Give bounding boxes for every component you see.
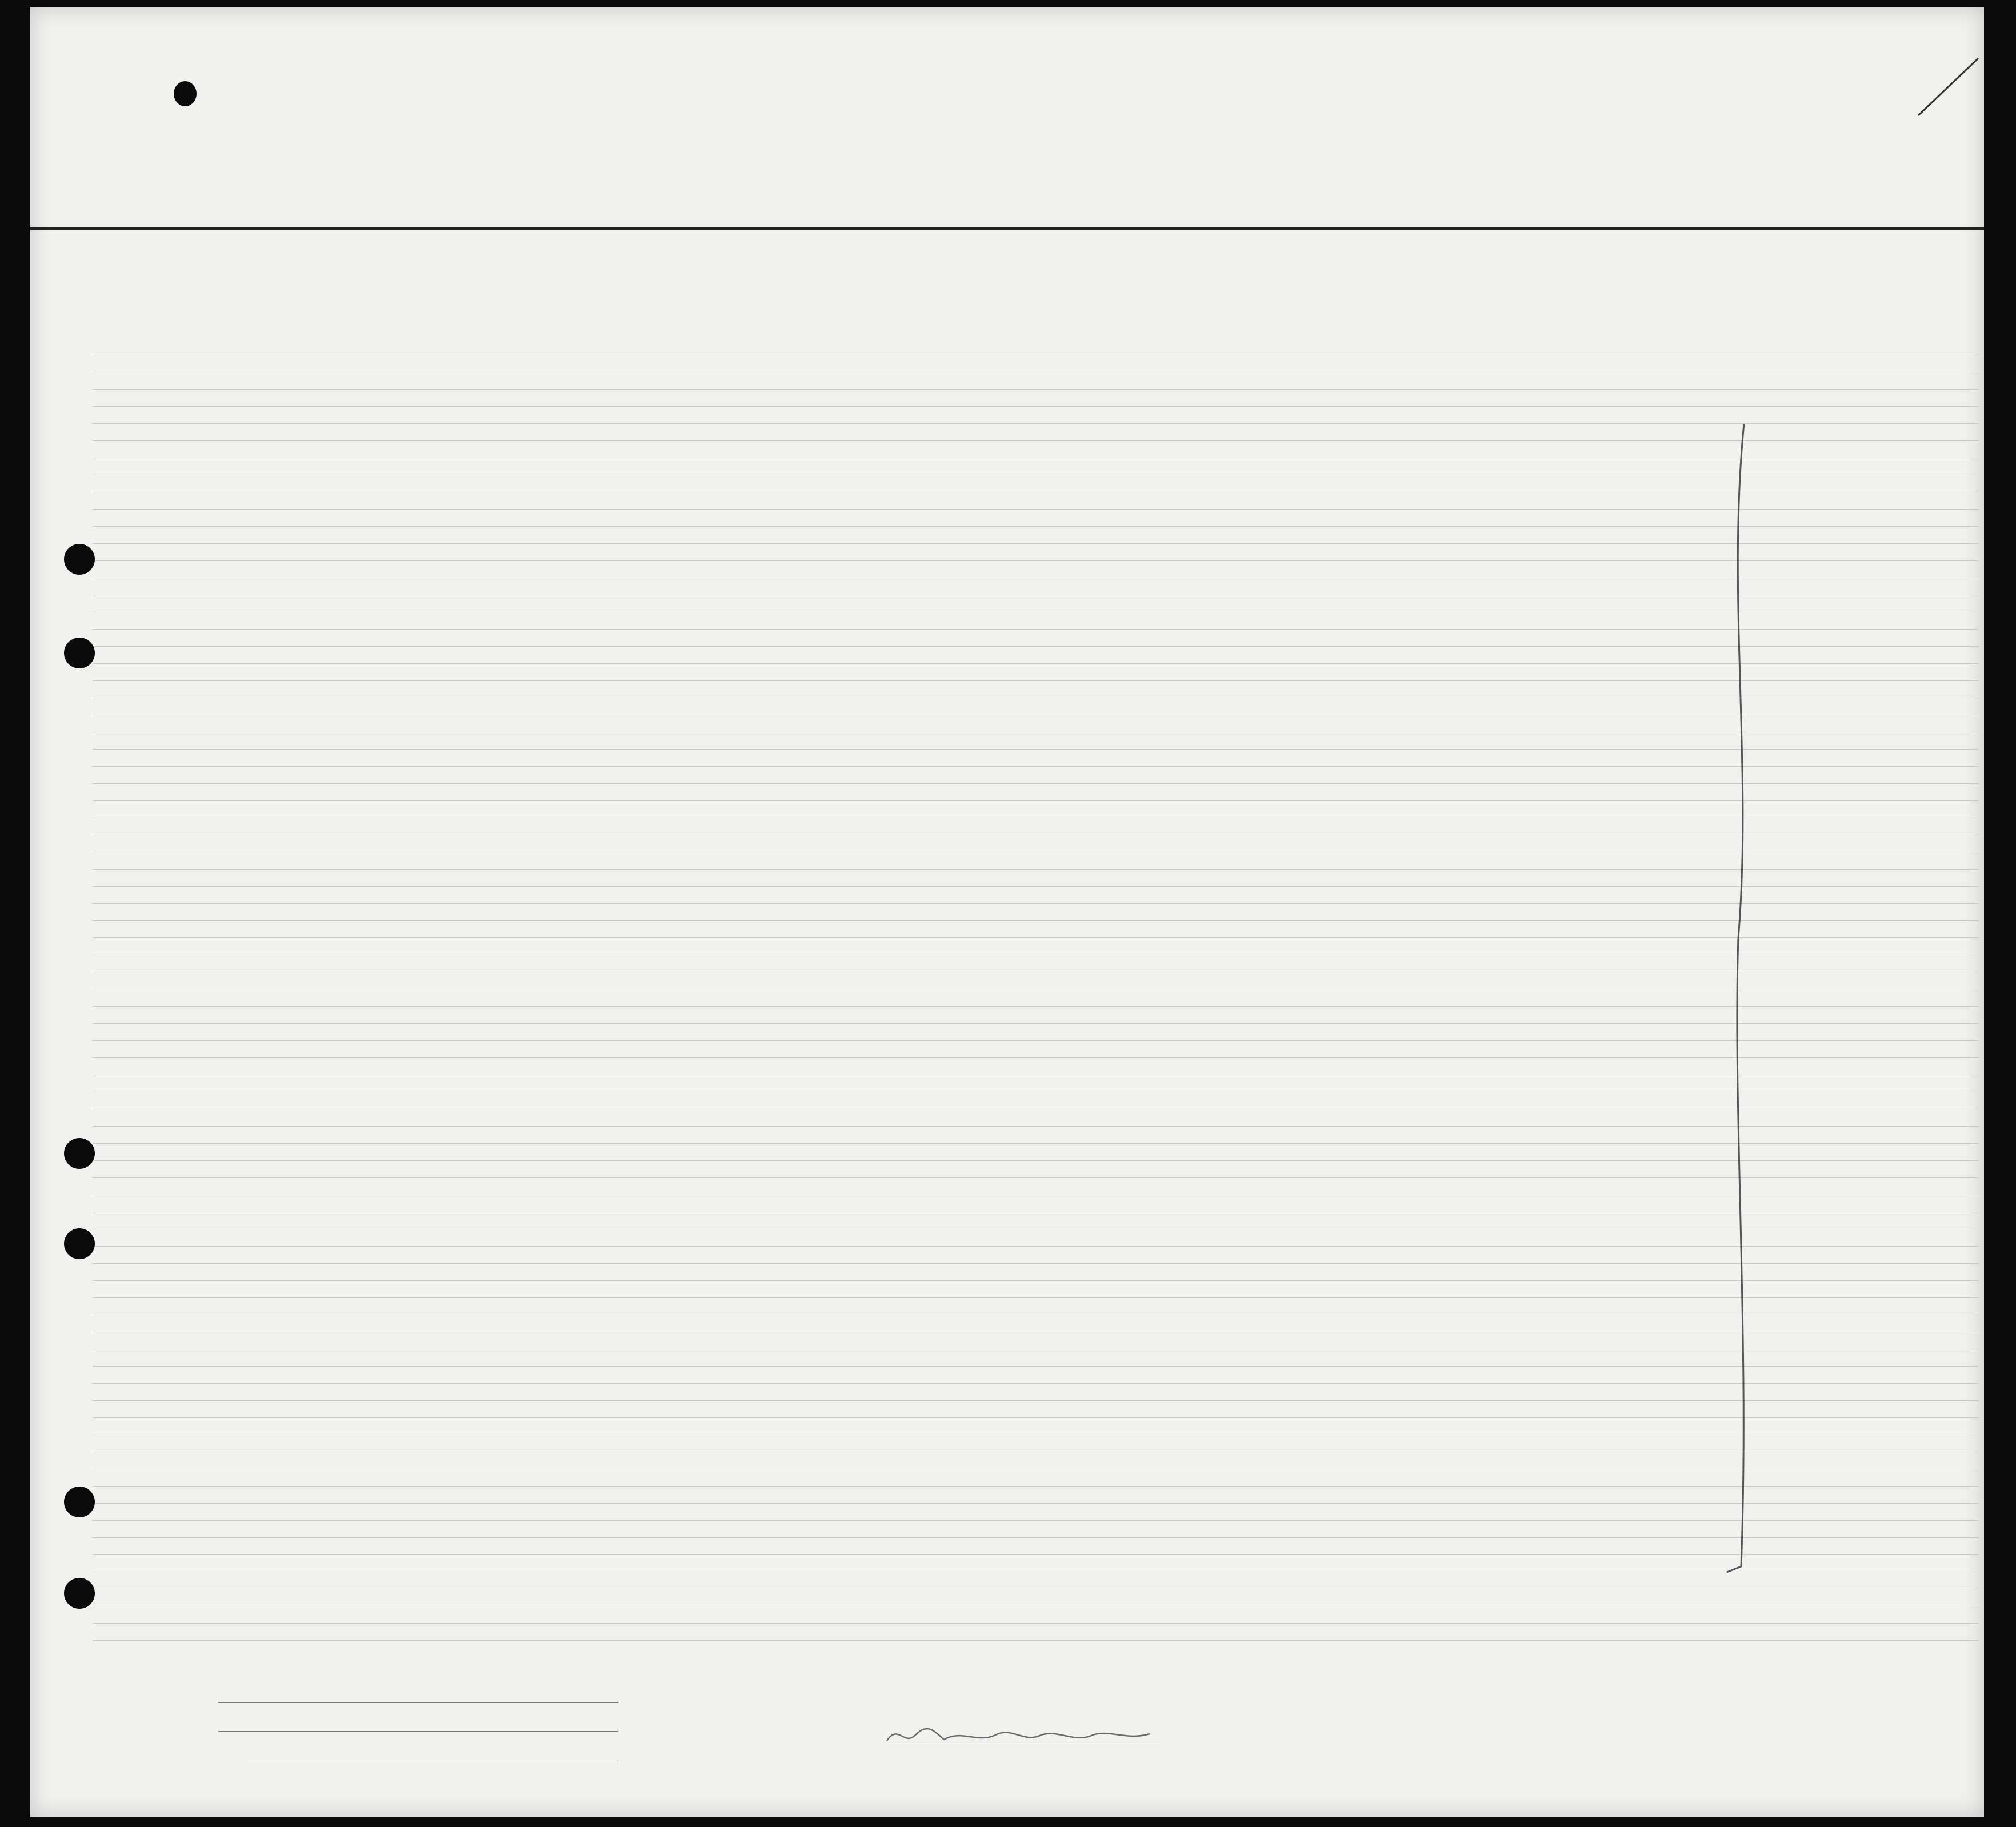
punch-hole bbox=[64, 544, 95, 575]
inspector-signature bbox=[881, 1718, 1155, 1752]
punch-hole bbox=[64, 1578, 95, 1609]
pen-stroke bbox=[1915, 53, 1984, 121]
punch-hole bbox=[64, 1228, 95, 1259]
remarks-ditto-line bbox=[1721, 424, 1767, 1641]
ruled-lines bbox=[93, 338, 1978, 1652]
voyage-line bbox=[53, 195, 1961, 224]
punch-hole bbox=[64, 638, 95, 668]
manifest-sheet bbox=[30, 7, 1984, 1817]
punch-hole bbox=[64, 1138, 95, 1169]
ink-blot bbox=[174, 81, 197, 106]
punch-hole bbox=[64, 1487, 95, 1517]
